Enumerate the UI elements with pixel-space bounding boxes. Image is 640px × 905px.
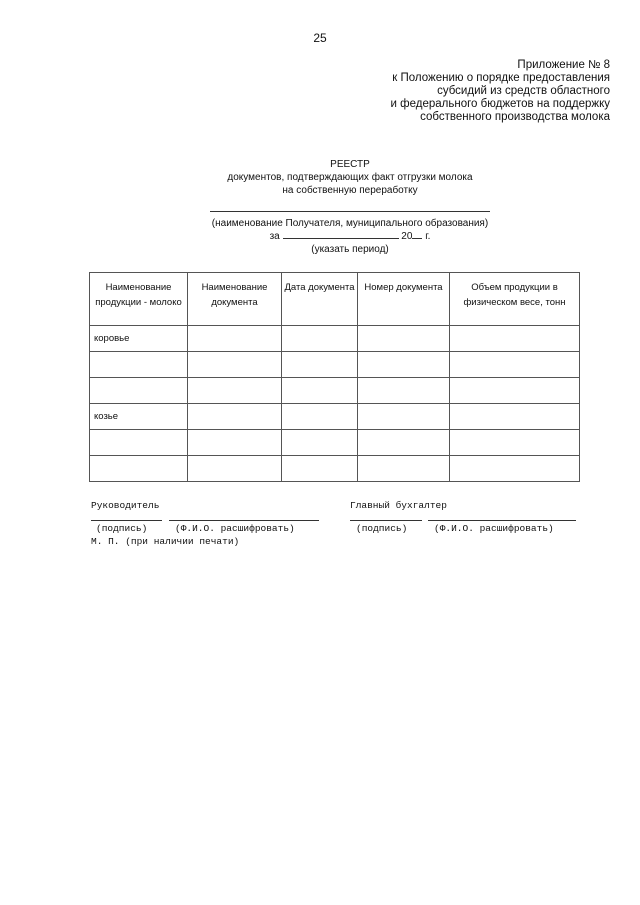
stamp-note: М. П. (при наличии печати) bbox=[91, 536, 240, 547]
title-line-2: на собственную переработку bbox=[282, 185, 418, 196]
table-cell bbox=[358, 378, 450, 404]
column-header-product: Наименование продукции - молоко bbox=[90, 273, 188, 326]
appendix-line: собственного производства молока bbox=[420, 111, 610, 123]
table-cell bbox=[282, 404, 358, 430]
recipient-fill-line[interactable] bbox=[210, 211, 490, 212]
period-suffix: г. bbox=[425, 231, 431, 242]
table-header-row bbox=[90, 273, 580, 326]
table-cell bbox=[282, 430, 358, 456]
accountant-name-line[interactable] bbox=[428, 520, 576, 521]
table-row bbox=[90, 326, 580, 352]
table-cell bbox=[358, 404, 450, 430]
table-cell bbox=[188, 404, 282, 430]
appendix-line: к Положению о порядке предоставления bbox=[392, 72, 610, 84]
table-row bbox=[90, 352, 580, 378]
table-cell bbox=[90, 352, 188, 378]
head-signature-caption: (подпись) bbox=[96, 523, 148, 534]
table-cell bbox=[282, 378, 358, 404]
table-cell bbox=[282, 326, 358, 352]
table-cell bbox=[188, 352, 282, 378]
column-header-document-name: Наименование документа bbox=[188, 273, 282, 326]
table-cell: коровье bbox=[90, 326, 188, 352]
title-heading: РЕЕСТР bbox=[330, 159, 370, 170]
page-number: 25 bbox=[313, 31, 327, 45]
table-cell bbox=[358, 326, 450, 352]
document-title bbox=[0, 158, 640, 256]
recipient-blank bbox=[0, 197, 640, 217]
period-prefix: за bbox=[269, 231, 280, 242]
table-cell bbox=[188, 378, 282, 404]
head-label: Руководитель bbox=[91, 500, 160, 511]
table-cell bbox=[358, 352, 450, 378]
appendix-line: и федерального бюджетов на поддержку bbox=[390, 98, 610, 110]
table-cell bbox=[358, 456, 450, 482]
table-cell bbox=[450, 352, 580, 378]
table-cell bbox=[282, 352, 358, 378]
head-signature-line[interactable] bbox=[91, 520, 162, 521]
appendix-line: Приложение № 8 bbox=[517, 59, 610, 71]
table-cell bbox=[450, 404, 580, 430]
period-line bbox=[0, 230, 640, 243]
table-cell bbox=[450, 378, 580, 404]
table-cell bbox=[188, 326, 282, 352]
table-row bbox=[90, 430, 580, 456]
column-header-volume: Объем продукции в физическом весе, тонн bbox=[450, 273, 580, 326]
column-header-document-date: Дата документа bbox=[282, 273, 358, 326]
period-year-fill-line[interactable] bbox=[412, 238, 422, 239]
table-cell bbox=[450, 430, 580, 456]
accountant-name-caption: (Ф.И.О. расшифровать) bbox=[434, 523, 554, 534]
accountant-label: Главный бухгалтер bbox=[350, 500, 447, 511]
table-cell bbox=[450, 326, 580, 352]
table-cell: козье bbox=[90, 404, 188, 430]
table-cell bbox=[90, 430, 188, 456]
period-year-prefix: 20 bbox=[401, 231, 413, 242]
title-line-1: документов, подтверждающих факт отгрузки молока bbox=[227, 172, 473, 183]
column-header-document-number: Номер документа bbox=[358, 273, 450, 326]
appendix-line: субсидий из средств областного bbox=[437, 85, 610, 97]
table-cell bbox=[450, 456, 580, 482]
accountant-signature-line[interactable] bbox=[350, 520, 422, 521]
table-cell bbox=[188, 456, 282, 482]
registry-table bbox=[89, 272, 580, 482]
head-name-line[interactable] bbox=[169, 520, 319, 521]
appendix-header bbox=[391, 59, 610, 124]
table-row bbox=[90, 378, 580, 404]
table-cell bbox=[358, 430, 450, 456]
table-cell bbox=[90, 378, 188, 404]
accountant-signature-caption: (подпись) bbox=[356, 523, 408, 534]
table-row bbox=[90, 404, 580, 430]
recipient-caption: (наименование Получателя, муниципального образования) bbox=[211, 218, 489, 229]
table-row bbox=[90, 456, 580, 482]
table-cell bbox=[188, 430, 282, 456]
table-cell bbox=[90, 456, 188, 482]
head-name-caption: (Ф.И.О. расшифровать) bbox=[175, 523, 295, 534]
period-fill-line[interactable] bbox=[283, 238, 399, 239]
period-caption: (указать период) bbox=[311, 244, 389, 255]
table-cell bbox=[282, 456, 358, 482]
